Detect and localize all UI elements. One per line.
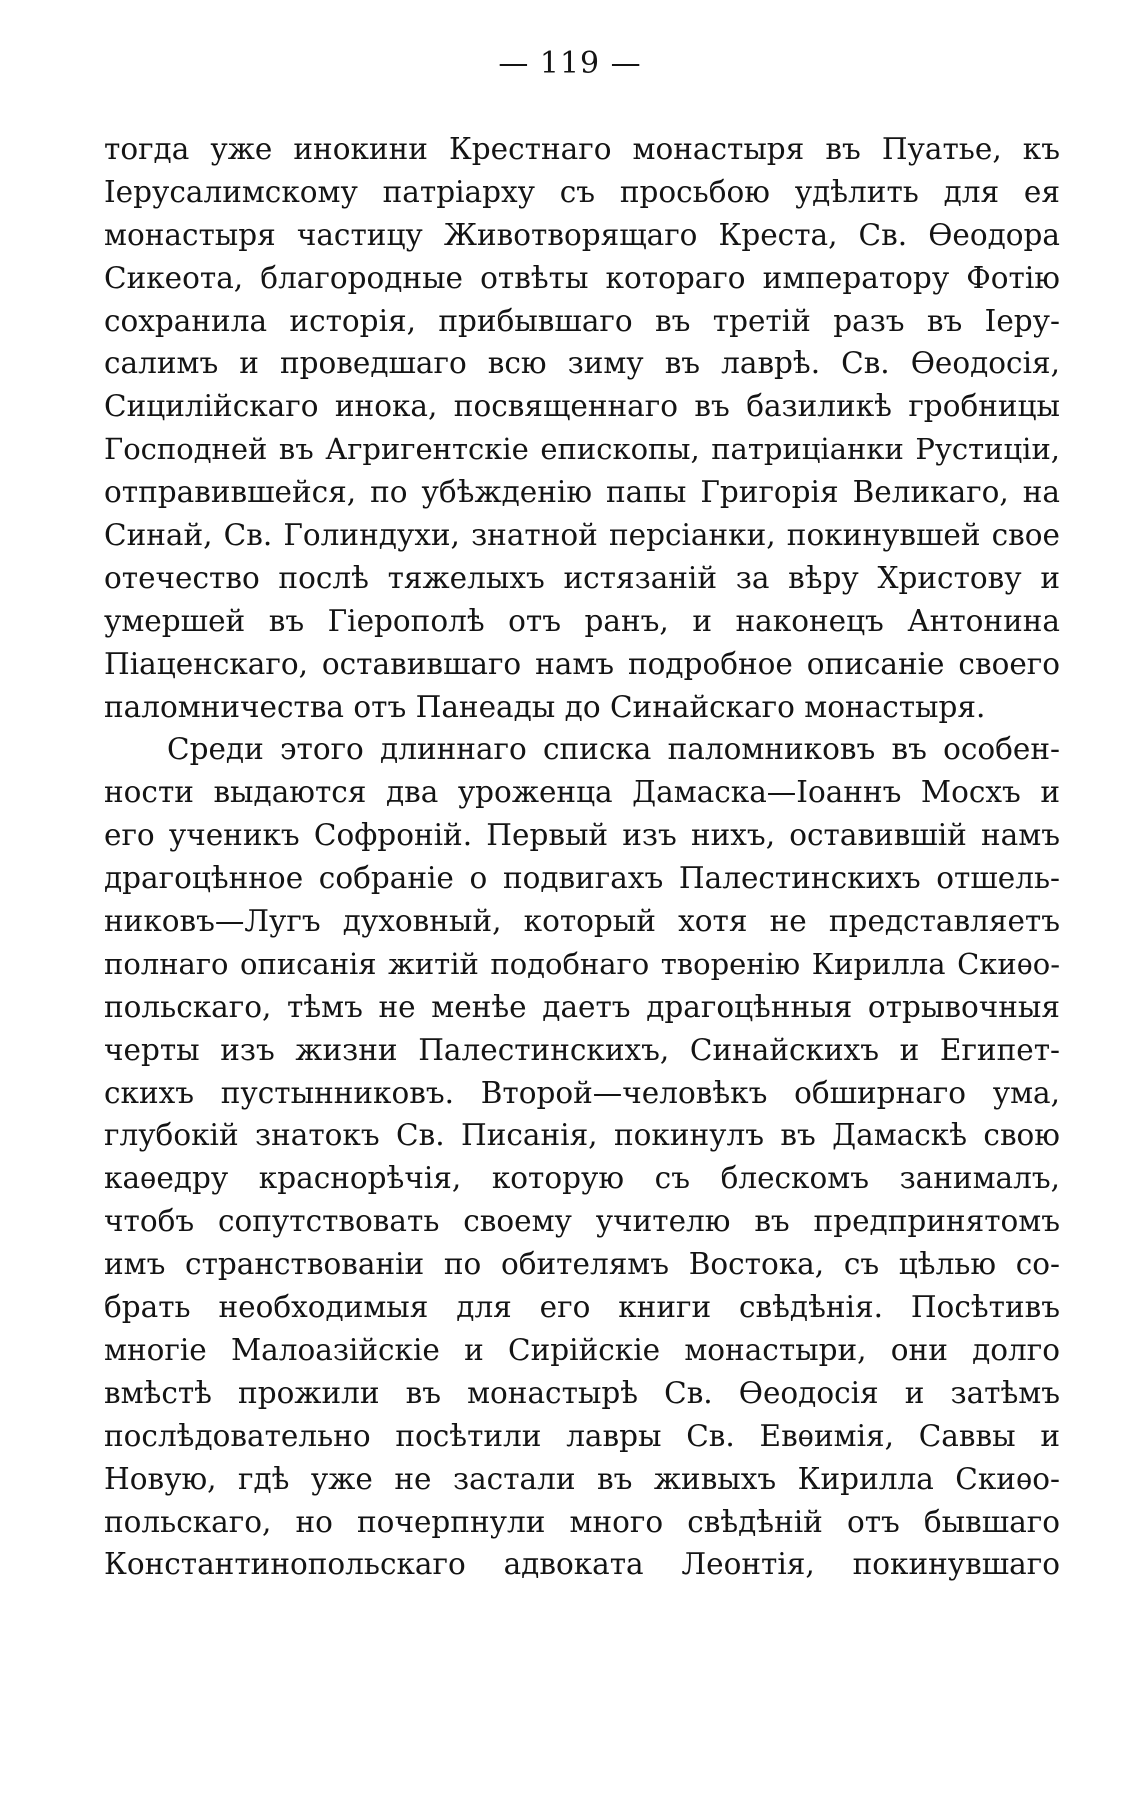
- text-line: умершей въ Гіерополѣ отъ ранъ, и наконецъ Антонина: [104, 603, 1060, 638]
- text-line: полнаго описанія житій подобнаго творенію Кирилла Скиѳо-: [104, 946, 1060, 981]
- text-line: послѣдовательно посѣтили лавры Св. Евѳимія, Саввы и: [104, 1418, 1060, 1453]
- text-line: глубокій знатокъ Св. Писанія, покинулъ въ Дамаскѣ свою: [104, 1118, 1060, 1153]
- text-line: польскаго, но почерпнули много свѣдѣній отъ бывшаго: [104, 1504, 1060, 1539]
- text-line: Господней въ Агригентскіе епископы, патриціанки Рустиціи,: [104, 432, 1060, 467]
- paragraph: [104, 128, 1060, 728]
- text-line: польскаго, тѣмъ не менѣе даетъ драгоцѣнныя отрывочныя: [104, 989, 1060, 1024]
- text-line: каѳедру краснорѣчія, которую съ блескомъ занималъ,: [104, 1161, 1060, 1196]
- text-line: Сикеота, благородные отвѣты котораго императору Фотію: [104, 260, 1060, 295]
- text-line: отечество послѣ тяжелыхъ истязаній за вѣру Христову и: [104, 560, 1060, 595]
- page-number: — 119 —: [498, 46, 642, 81]
- text-line: Іерусалимскому патріарху съ просьбою удѣлить для ея: [104, 174, 1060, 209]
- text-line: черты изъ жизни Палестинскихъ, Синайскихъ и Египет-: [104, 1032, 1060, 1067]
- text-line: Синай, Св. Голиндухи, знатной персіанки, покинувшей свое: [104, 518, 1060, 553]
- text-line: Среди этого длиннаго списка паломниковъ въ особен-: [167, 732, 1060, 767]
- paragraph: [104, 728, 1060, 1586]
- text-line: сохранила исторія, прибывшаго въ третій разъ въ Іеру-: [104, 303, 1060, 338]
- text-line: брать необходимыя для его книги свѣдѣнія. Посѣтивъ: [104, 1290, 1060, 1325]
- text-line: вмѣстѣ прожили въ монастырѣ Св. Ѳеодосія и затѣмъ: [104, 1375, 1060, 1410]
- body-text: [104, 128, 1060, 1586]
- text-line: Новую, гдѣ уже не застали въ живыхъ Кирилла Скиѳо-: [104, 1461, 1060, 1496]
- text-line: тогда уже инокини Крестнаго монастыря въ Пуатье, къ: [104, 132, 1060, 166]
- text-line: никовъ—Лугъ духовный, который хотя не представляетъ: [104, 904, 1060, 939]
- text-line: монастыря частицу Животворящаго Креста, Св. Ѳеодора: [104, 217, 1060, 252]
- text-line: салимъ и проведшаго всю зиму въ лаврѣ. Св. Ѳеодосія,: [104, 346, 1060, 381]
- text-line: отправившейся, по убѣжденію папы Григорія Великаго, на: [104, 475, 1060, 510]
- text-line: имъ странствованіи по обителямъ Востока, съ цѣлью со-: [104, 1247, 1060, 1282]
- text-line: Константинопольскаго адвоката Леонтія, покинувшаго: [104, 1547, 1060, 1582]
- text-line: Сицилійскаго инока, посвященнаго въ базиликѣ гробницы: [104, 389, 1060, 424]
- text-line: скихъ пустынниковъ. Второй—человѣкъ обширнаго ума,: [104, 1075, 1060, 1110]
- text-line: многіе Малоазійскіе и Сирійскіе монастыри, они долго: [104, 1332, 1060, 1367]
- text-line: его ученикъ Софроній. Первый изъ нихъ, оставившій намъ: [104, 818, 1060, 853]
- text-line: Піаценскаго, оставившаго намъ подробное описаніе своего: [104, 646, 1060, 681]
- text-line: ности выдаются два уроженца Дамаска—Іоаннъ Мосхъ и: [104, 775, 1060, 810]
- text-line: паломничества отъ Панеады до Синайскаго монастыря.: [104, 689, 986, 724]
- text-line: драгоцѣнное собраніе о подвигахъ Палестинскихъ отшель-: [104, 861, 1060, 896]
- text-line: чтобъ сопутствовать своему учителю въ предпринятомъ: [104, 1204, 1060, 1239]
